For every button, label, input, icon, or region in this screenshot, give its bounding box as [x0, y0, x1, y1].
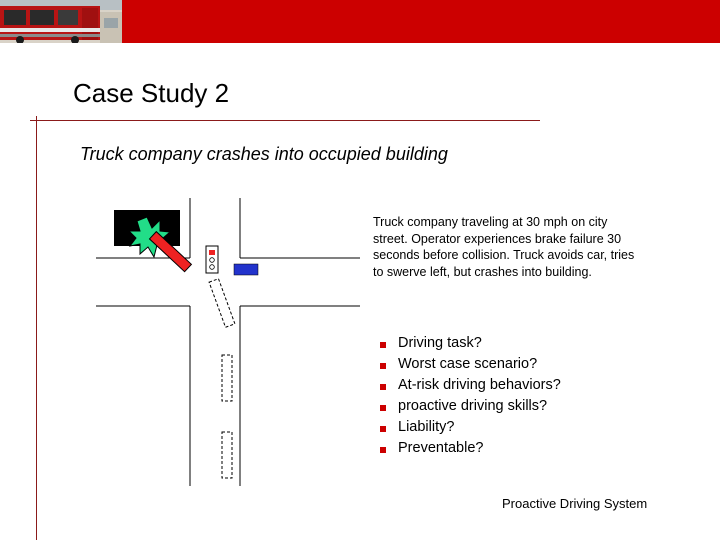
- intersection-diagram: [90, 190, 370, 490]
- case-description: Truck company traveling at 30 mph on city street. Operator experiences brake failure 30 seconds before collision. Truck avoids car, tries to swerve left, but crashes into building.: [373, 215, 635, 279]
- truck-path-marker: [209, 279, 235, 328]
- list-item: [380, 417, 561, 438]
- list-item-text: Driving task?: [398, 335, 482, 351]
- bullet-square-icon: [380, 342, 386, 348]
- question-list: [380, 333, 561, 459]
- bullet-square-icon: [380, 426, 386, 432]
- vehicle-path-marker: [222, 432, 232, 478]
- car-icon: [234, 264, 258, 275]
- bullet-square-icon: [380, 405, 386, 411]
- bullet-square-icon: [380, 384, 386, 390]
- list-item-text: At-risk driving behaviors?: [398, 377, 561, 393]
- vehicle-path-marker: [222, 355, 232, 401]
- list-item-text: proactive driving skills?: [398, 398, 548, 414]
- footer-text: Proactive Driving System: [502, 496, 648, 511]
- vertical-rule: [36, 116, 37, 540]
- list-item: [380, 375, 561, 396]
- traffic-light-icon: [206, 246, 218, 273]
- bullet-square-icon: [380, 363, 386, 369]
- list-item: [380, 396, 561, 417]
- list-item-text: Liability?: [398, 419, 455, 435]
- list-item: [380, 333, 561, 354]
- bullet-square-icon: [380, 447, 386, 453]
- slide-subtitle: Truck company crashes into occupied building: [80, 144, 448, 164]
- list-item: [380, 354, 561, 375]
- slide-title: Case Study 2: [73, 78, 230, 108]
- list-item-text: Preventable?: [398, 440, 484, 456]
- list-item: [380, 438, 561, 459]
- list-item-text: Worst case scenario?: [398, 356, 538, 372]
- header-fire-truck-photo: [0, 0, 122, 43]
- horizontal-rule: [30, 120, 540, 121]
